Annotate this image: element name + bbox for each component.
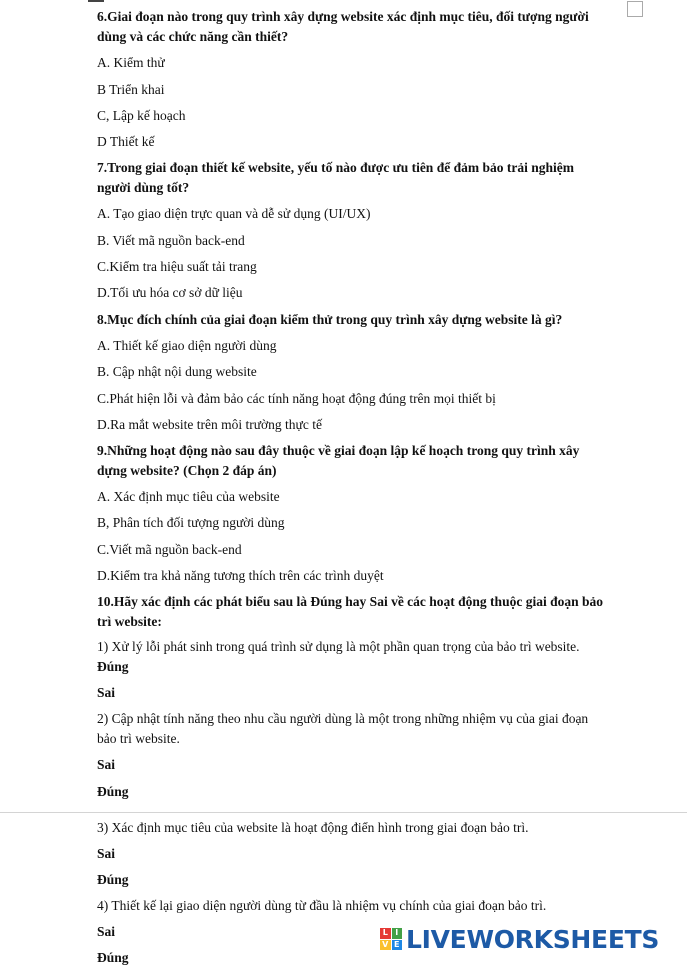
top-edge-mark (88, 0, 104, 2)
question-text: trì website: (97, 614, 162, 629)
option-text: A. Tạo giao diện trực quan và dễ sử dụng (UI/UX) (97, 206, 371, 221)
question-text: dựng website? (Chọn 2 đáp án) (97, 463, 277, 478)
answer-choice[interactable]: Đúng (97, 659, 129, 674)
page-divider (0, 812, 687, 813)
answer-choice[interactable]: Đúng (97, 950, 129, 965)
question-text: 9.Những hoạt động nào sau đây thuộc về giai đoạn lập kế hoạch trong quy trình xây (97, 443, 580, 458)
option-text: A. Kiểm thử (97, 55, 165, 70)
option-text: D.Kiểm tra khả năng tương thích trên các trình duyệt (97, 568, 384, 583)
option-text: D.Ra mắt website trên môi trường thực tế (97, 417, 322, 432)
option-text: B. Cập nhật nội dung website (97, 364, 257, 379)
logo-mark-e: E (392, 940, 403, 951)
option-text: B Triển khai (97, 82, 165, 97)
logo-mark-i: I (392, 928, 403, 939)
question-text: 7.Trong giai đoạn thiết kế website, yếu tố nào được ưu tiên để đảm bảo trải nghiệm (97, 160, 574, 175)
answer-choice[interactable]: Đúng (97, 872, 129, 887)
option-text: C.Phát hiện lỗi và đảm bảo các tính năng hoạt động đúng trên mọi thiết bị (97, 391, 496, 406)
corner-checkbox[interactable] (627, 1, 643, 17)
option-text: bảo trì website. (97, 731, 180, 746)
answer-choice[interactable]: Sai (97, 924, 116, 939)
logo-mark-icon (380, 928, 402, 950)
answer-choice[interactable]: Đúng (97, 784, 129, 799)
logo-mark-v: V (380, 940, 391, 951)
logo-mark-l: L (380, 928, 391, 939)
answer-choice[interactable]: Sai (97, 685, 116, 700)
option-text: C.Kiểm tra hiệu suất tải trang (97, 259, 257, 274)
option-text: 2) Cập nhật tính năng theo nhu cầu người dùng là một trong những nhiệm vụ của giai đoạn (97, 711, 589, 726)
answer-choice[interactable]: Sai (97, 757, 116, 772)
option-text: B. Viết mã nguồn back-end (97, 233, 245, 248)
logo-text: LIVEWORKSHEETS (406, 924, 660, 954)
option-text: C.Viết mã nguồn back-end (97, 542, 242, 557)
question-text: 8.Mục đích chính của giai đoạn kiểm thử trong quy trình xây dựng website là gì? (97, 312, 563, 327)
question-text: dùng và các chức năng cần thiết? (97, 29, 289, 44)
option-text: A. Xác định mục tiêu của website (97, 489, 280, 504)
option-text: 4) Thiết kế lại giao diện người dùng từ đầu là nhiệm vụ chính của giai đoạn bảo trì. (97, 898, 547, 913)
option-text: D Thiết kế (97, 134, 155, 149)
option-text: 1) Xử lý lỗi phát sinh trong quá trình sử dụng là một phần quan trọng của bảo trì website. (97, 639, 580, 654)
option-text: B, Phân tích đối tượng người dùng (97, 515, 285, 530)
question-text: người dùng tốt? (97, 180, 190, 195)
question-text: 6.Giai đoạn nào trong quy trình xây dựng website xác định mục tiêu, đối tượng người (97, 9, 589, 24)
option-text: C, Lập kế hoạch (97, 108, 186, 123)
option-text: A. Thiết kế giao diện người dùng (97, 338, 277, 353)
option-text: 3) Xác định mục tiêu của website là hoạt động điển hình trong giai đoạn bảo trì. (97, 820, 529, 835)
question-text: 10.Hãy xác định các phát biểu sau là Đúng hay Sai về các hoạt động thuộc giai đoạn bảo (97, 594, 603, 609)
answer-choice[interactable]: Sai (97, 846, 116, 861)
option-text: D.Tối ưu hóa cơ sở dữ liệu (97, 285, 243, 300)
liveworksheets-logo (380, 925, 659, 953)
